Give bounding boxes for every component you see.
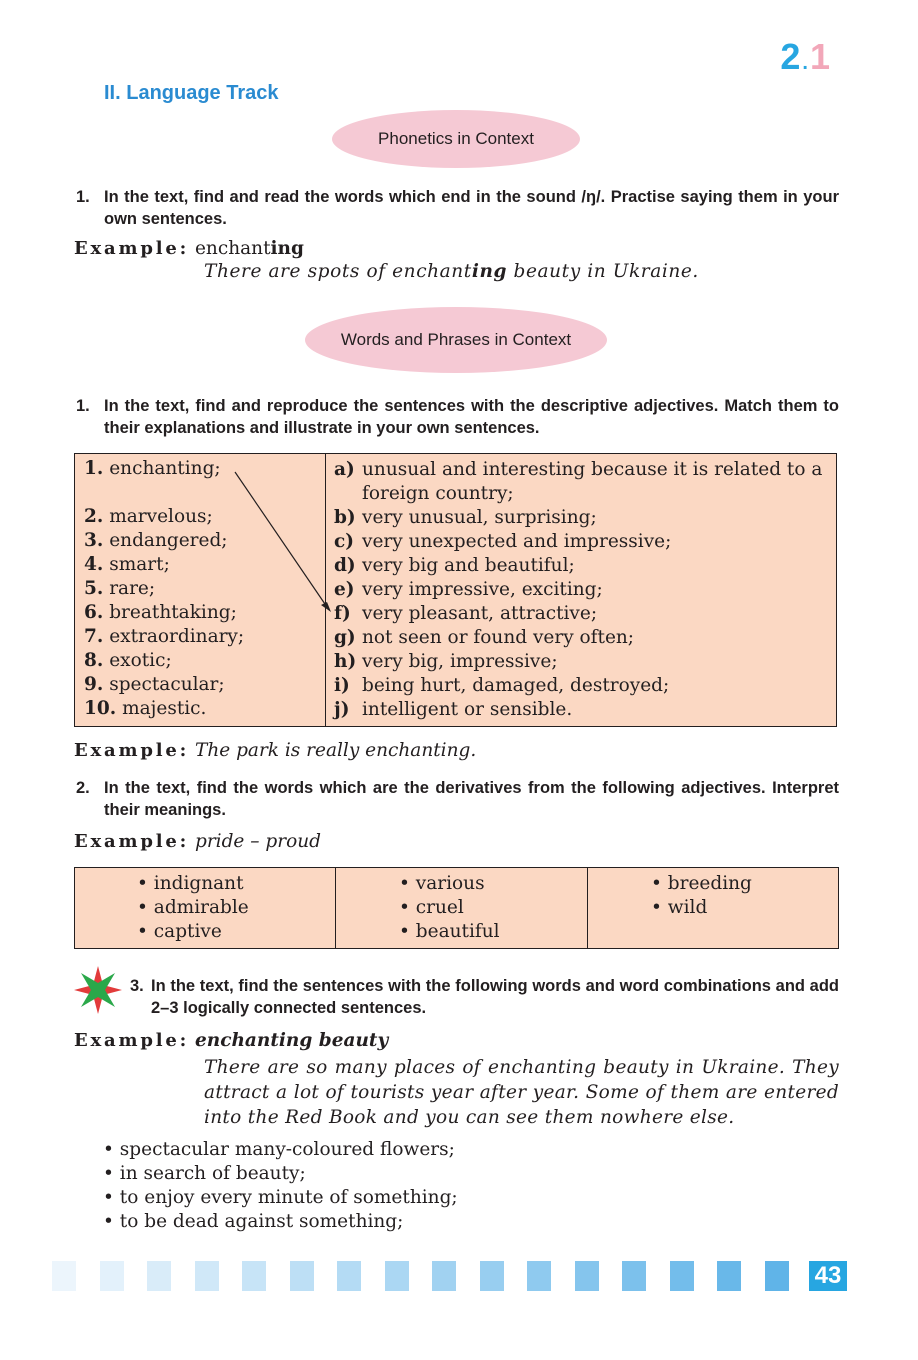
phrase-text: spectacular many-coloured flowers; bbox=[119, 1139, 455, 1160]
definition-text: being hurt, damaged, destroyed; bbox=[362, 675, 670, 696]
table-divider bbox=[587, 868, 588, 948]
combinations-example bbox=[74, 1030, 388, 1051]
definition-letter: e) bbox=[334, 579, 355, 600]
sentence-bold: ing bbox=[471, 261, 508, 282]
adjective-word: extraordinary; bbox=[109, 626, 245, 647]
phonetics-example-sentence bbox=[204, 261, 699, 282]
matching-table bbox=[74, 453, 837, 727]
example-label: Example: bbox=[74, 238, 190, 259]
derivative-item: • beautiful bbox=[399, 921, 500, 942]
derivatives-column bbox=[399, 872, 500, 944]
derivative-word: breeding bbox=[667, 873, 752, 894]
derivatives-column bbox=[651, 872, 752, 920]
strip-box bbox=[242, 1261, 266, 1291]
task-number: 2. bbox=[76, 779, 90, 797]
derivative-word: admirable bbox=[153, 897, 249, 918]
phrase-text: to be dead against something; bbox=[119, 1211, 404, 1232]
definition-text: very unexpected and impressive; bbox=[362, 531, 672, 552]
list-item: • spectacular many-coloured flowers; bbox=[103, 1139, 455, 1160]
adjective-number: 8. bbox=[84, 650, 104, 671]
phonetics-heading-pill: Phonetics in Context bbox=[332, 110, 580, 168]
definition-letter: i) bbox=[334, 675, 350, 696]
adjective-word: exotic; bbox=[109, 650, 172, 671]
section-number bbox=[780, 36, 832, 78]
derivative-item: • indignant bbox=[137, 873, 244, 894]
derivative-item: • wild bbox=[651, 897, 708, 918]
phonetics-task bbox=[76, 186, 839, 230]
section-number-minor: 1 bbox=[809, 36, 832, 77]
page-number: 43 bbox=[809, 1261, 847, 1291]
example-label: Example: bbox=[74, 740, 190, 761]
words-task-2 bbox=[76, 777, 839, 821]
example-word bbox=[195, 238, 304, 259]
matching-arrow bbox=[75, 454, 838, 728]
definition-letter: f) bbox=[334, 603, 351, 624]
definition-text: very big, impressive; bbox=[362, 651, 558, 672]
adjective-number: 5. bbox=[84, 578, 104, 599]
task-text: In the text, find and read the words which end in the sound /ŋ/. Practise saying them in your own sentences. bbox=[104, 188, 839, 228]
adjective-word: majestic. bbox=[122, 698, 207, 719]
strip-box bbox=[147, 1261, 171, 1291]
definition-letter: h) bbox=[334, 651, 357, 672]
strip-box bbox=[432, 1261, 456, 1291]
task-number: 3. bbox=[130, 977, 144, 995]
definition-letter: d) bbox=[334, 555, 356, 576]
phrase-text: to enjoy every minute of something; bbox=[119, 1187, 458, 1208]
definition-text: unusual and interesting because it is related to a foreign country; bbox=[362, 459, 823, 504]
example-label: Example: bbox=[74, 831, 190, 852]
strip-box bbox=[195, 1261, 219, 1291]
derivatives-example bbox=[74, 831, 321, 852]
list-item: • to be dead against something; bbox=[103, 1211, 404, 1232]
strip-box bbox=[480, 1261, 504, 1291]
derivative-word: cruel bbox=[415, 897, 464, 918]
definition-text: intelligent or sensible. bbox=[362, 699, 573, 720]
task-number: 1. bbox=[76, 188, 90, 206]
list-item: • in search of beauty; bbox=[103, 1163, 306, 1184]
example-label: Example: bbox=[74, 1030, 190, 1051]
derivative-item: • captive bbox=[137, 921, 222, 942]
arrow-head bbox=[321, 602, 331, 612]
adjective-word: enchanting; bbox=[109, 458, 221, 479]
derivatives-table bbox=[74, 867, 839, 949]
strip-box bbox=[717, 1261, 741, 1291]
definition-text: very pleasant, attractive; bbox=[362, 603, 598, 624]
sentence-post: beauty in Ukraine. bbox=[507, 261, 699, 282]
derivative-word: wild bbox=[667, 897, 708, 918]
strip-box bbox=[527, 1261, 551, 1291]
arrow-line bbox=[235, 472, 327, 607]
list-item: • to enjoy every minute of something; bbox=[103, 1187, 458, 1208]
strip-box bbox=[575, 1261, 599, 1291]
definition-letter: g) bbox=[334, 627, 356, 648]
derivative-item: • admirable bbox=[137, 897, 249, 918]
definition-text: not seen or found very often; bbox=[362, 627, 635, 648]
table-divider bbox=[335, 868, 336, 948]
adjective-number: 3. bbox=[84, 530, 104, 551]
adjective-word: spectacular; bbox=[109, 674, 225, 695]
derivative-word: indignant bbox=[153, 873, 244, 894]
adjective-word: smart; bbox=[109, 554, 170, 575]
section-number-dot: . bbox=[802, 52, 810, 74]
task-text: In the text, find the sentences with the following words and word combinations and add 2–3 logically connected sentences. bbox=[151, 977, 839, 1017]
eight-point-star-icon bbox=[73, 965, 123, 1015]
definition-letter: b) bbox=[334, 507, 356, 528]
adjective-word: endangered; bbox=[109, 530, 228, 551]
example-word-base: enchant bbox=[194, 238, 271, 259]
definition-letter: a) bbox=[334, 459, 355, 480]
task-text: In the text, find and reproduce the sentences with the descriptive adjectives. Match them to their explanations and illustrate in your own sentences. bbox=[104, 397, 839, 437]
adjective-number: 2. bbox=[84, 506, 104, 527]
words-heading-pill: Words and Phrases in Context bbox=[305, 307, 607, 373]
adjective-word: marvelous; bbox=[109, 506, 213, 527]
adjective-number: 6. bbox=[84, 602, 104, 623]
derivative-item: • breeding bbox=[651, 873, 752, 894]
example-phrase: enchanting beauty bbox=[194, 1030, 389, 1051]
strip-box bbox=[290, 1261, 314, 1291]
section-number-main: 2 bbox=[780, 36, 803, 77]
example-word-suffix: ing bbox=[270, 238, 304, 259]
example-text: pride – proud bbox=[194, 831, 321, 852]
track-title: II. Language Track bbox=[104, 82, 279, 104]
definition-letter: j) bbox=[334, 699, 350, 720]
derivative-item: • various bbox=[399, 873, 485, 894]
combinations-example-text: There are so many places of enchanting beauty in Ukraine. They attract a lot of tourists year after year. Some of them are entered into the Red Book and you can see them nowhere else. bbox=[204, 1057, 839, 1128]
adjective-number: 1. bbox=[84, 458, 104, 479]
sentence-pre: There are spots of enchant bbox=[204, 261, 472, 282]
definition-text: very big and beautiful; bbox=[362, 555, 575, 576]
example-text: The park is really enchanting. bbox=[194, 740, 477, 761]
phrase-text: in search of beauty; bbox=[119, 1163, 306, 1184]
adjective-word: breathtaking; bbox=[109, 602, 237, 623]
words-task-1 bbox=[76, 395, 839, 439]
phrase-list bbox=[103, 1138, 458, 1234]
strip-box bbox=[622, 1261, 646, 1291]
derivative-word: captive bbox=[153, 921, 222, 942]
adjective-number: 10. bbox=[84, 698, 117, 719]
strip-box bbox=[100, 1261, 124, 1291]
adjective-number: 9. bbox=[84, 674, 104, 695]
strip-box bbox=[337, 1261, 361, 1291]
adjective-word: rare; bbox=[109, 578, 156, 599]
adjective-number: 7. bbox=[84, 626, 104, 647]
phonetics-example bbox=[74, 238, 304, 259]
strip-box bbox=[670, 1261, 694, 1291]
definition-text: very unusual, surprising; bbox=[362, 507, 597, 528]
task-text: In the text, find the words which are the derivatives from the following adjectives. Interpret their meanings. bbox=[104, 779, 839, 819]
strip-box bbox=[385, 1261, 409, 1291]
task-number: 1. bbox=[76, 397, 90, 415]
derivative-word: various bbox=[415, 873, 485, 894]
star-petals bbox=[74, 966, 122, 1014]
matching-example bbox=[74, 740, 476, 761]
derivatives-column bbox=[137, 872, 249, 944]
strip-box bbox=[52, 1261, 76, 1291]
definition-text: very impressive, exciting; bbox=[362, 579, 603, 600]
strip-box bbox=[765, 1261, 789, 1291]
derivative-item: • cruel bbox=[399, 897, 464, 918]
words-task-3 bbox=[130, 975, 839, 1019]
adjective-number: 4. bbox=[84, 554, 104, 575]
derivative-word: beautiful bbox=[415, 921, 500, 942]
definition-letter: c) bbox=[334, 531, 355, 552]
